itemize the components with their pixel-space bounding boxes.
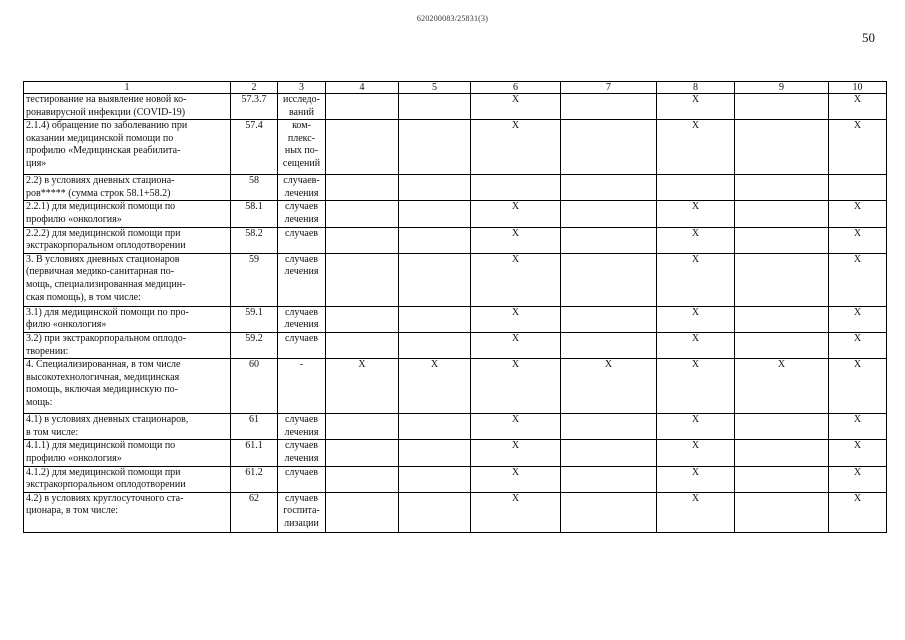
value-cell-col-5: X [399,359,471,414]
value-cell-col-5 [399,201,471,227]
value-cell-col-9 [735,440,829,466]
row-unit-cell: случаев лечения [278,414,326,440]
value-cell-col-5 [399,120,471,175]
column-header-1: 1 [24,82,231,94]
value-cell-col-10: X [829,414,887,440]
value-cell-col-6: X [471,414,561,440]
value-cell-col-5 [399,466,471,492]
value-cell-col-4 [326,492,399,532]
row-code-cell: 57.4 [231,120,278,175]
row-label-cell: 2.1.4) обращение по заболеванию при оказании медицинской помощи по профилю «Медицинская реабилита- ция» [24,120,231,175]
value-cell-col-6: X [471,120,561,175]
value-cell-col-8: X [657,201,735,227]
value-cell-col-9 [735,201,829,227]
value-cell-col-10: X [829,440,887,466]
value-cell-col-9 [735,492,829,532]
column-header-10: 10 [829,82,887,94]
value-cell-col-10: X [829,492,887,532]
value-cell-col-8: X [657,414,735,440]
row-label-cell: тестирование на выявление новой ко- ронавирусной инфекции (COVID-19) [24,94,231,120]
value-cell-col-6: X [471,306,561,332]
column-header-5: 5 [399,82,471,94]
value-cell-col-6: X [471,466,561,492]
row-code-cell: 61.2 [231,466,278,492]
value-cell-col-8: X [657,440,735,466]
row-label-cell: 2.2.1) для медицинской помощи по профилю «онкология» [24,201,231,227]
value-cell-col-10: X [829,306,887,332]
value-cell-col-8: X [657,466,735,492]
value-cell-col-8: X [657,306,735,332]
row-label-cell: 4.1.2) для медицинской помощи при экстракорпоральном оплодотворении [24,466,231,492]
row-code-cell: 57.3.7 [231,94,278,120]
row-label-cell: 4.1) в условиях дневных стационаров, в том числе: [24,414,231,440]
value-cell-col-7 [561,492,657,532]
report-table [23,81,887,533]
row-label-cell: 4. Специализированная, в том числе высокотехнологичная, медицинская помощь, включая медицинскую по- мощь: [24,359,231,414]
value-cell-col-8: X [657,94,735,120]
value-cell-col-9 [735,253,829,306]
value-cell-col-10: X [829,332,887,358]
row-unit-cell: случаев [278,466,326,492]
value-cell-col-5 [399,227,471,253]
value-cell-col-7 [561,466,657,492]
column-header-7: 7 [561,82,657,94]
table-row [24,253,887,306]
value-cell-col-8: X [657,253,735,306]
row-unit-cell: случаев- лечения [278,175,326,201]
value-cell-col-6: X [471,94,561,120]
value-cell-col-4 [326,227,399,253]
column-header-3: 3 [278,82,326,94]
value-cell-col-10: X [829,201,887,227]
row-label-cell: 3.1) для медицинской помощи по про- филю «онкология» [24,306,231,332]
value-cell-col-4 [326,466,399,492]
column-header-6: 6 [471,82,561,94]
value-cell-col-5 [399,440,471,466]
row-code-cell: 61.1 [231,440,278,466]
value-cell-col-5 [399,94,471,120]
table-row [24,227,887,253]
value-cell-col-9 [735,175,829,201]
value-cell-col-4 [326,332,399,358]
row-unit-cell: случаев лечения [278,306,326,332]
value-cell-col-7 [561,332,657,358]
value-cell-col-6: X [471,440,561,466]
value-cell-col-9 [735,227,829,253]
table-row [24,466,887,492]
value-cell-col-5 [399,332,471,358]
row-unit-cell: случаев госпита- лизации [278,492,326,532]
table-row [24,332,887,358]
value-cell-col-6 [471,175,561,201]
row-unit-cell: случаев [278,332,326,358]
value-cell-col-7 [561,94,657,120]
value-cell-col-5 [399,253,471,306]
table-row [24,306,887,332]
table-row [24,492,887,532]
value-cell-col-10: X [829,120,887,175]
row-code-cell: 59.1 [231,306,278,332]
value-cell-col-4 [326,414,399,440]
value-cell-col-4 [326,175,399,201]
value-cell-col-5 [399,414,471,440]
value-cell-col-4 [326,306,399,332]
table-header-row [24,82,887,94]
row-code-cell: 58.1 [231,201,278,227]
value-cell-col-5 [399,175,471,201]
value-cell-col-6: X [471,359,561,414]
table-row [24,94,887,120]
row-label-cell: 4.1.1) для медицинской помощи по профилю «онкология» [24,440,231,466]
value-cell-col-10: X [829,94,887,120]
table-row [24,201,887,227]
row-code-cell: 58.2 [231,227,278,253]
row-code-cell: 62 [231,492,278,532]
value-cell-col-10: X [829,227,887,253]
value-cell-col-9 [735,306,829,332]
row-label-cell: 2.2) в условиях дневных стациона- ров***** (сумма строк 58.1+58.2) [24,175,231,201]
row-label-cell: 3.2) при экстракорпоральном оплодо- творении: [24,332,231,358]
value-cell-col-7: X [561,359,657,414]
table-row [24,120,887,175]
value-cell-col-4 [326,94,399,120]
page-number: 50 [862,30,875,45]
row-unit-cell: случаев лечения [278,440,326,466]
value-cell-col-4: X [326,359,399,414]
row-label-cell: 4.2) в условиях круглосуточного ста- ционара, в том числе: [24,492,231,532]
row-label-cell: 3. В условиях дневных стационаров (первичная медико-санитарная по- мощь, специализированная медицин- ская помощь), в том числе: [24,253,231,306]
value-cell-col-8 [657,175,735,201]
value-cell-col-7 [561,306,657,332]
row-unit-cell: - [278,359,326,414]
row-label-cell: 2.2.2) для медицинской помощи при экстракорпоральном оплодотворении [24,227,231,253]
value-cell-col-6: X [471,227,561,253]
value-cell-col-4 [326,253,399,306]
value-cell-col-6: X [471,253,561,306]
column-header-2: 2 [231,82,278,94]
value-cell-col-7 [561,175,657,201]
value-cell-col-6: X [471,332,561,358]
row-unit-cell: случаев лечения [278,253,326,306]
value-cell-col-4 [326,201,399,227]
value-cell-col-4 [326,440,399,466]
value-cell-col-7 [561,120,657,175]
row-unit-cell: случаев [278,227,326,253]
value-cell-col-8: X [657,332,735,358]
row-code-cell: 58 [231,175,278,201]
value-cell-col-7 [561,227,657,253]
value-cell-col-5 [399,306,471,332]
row-unit-cell: ком- плекс- ных по- сещений [278,120,326,175]
value-cell-col-7 [561,201,657,227]
value-cell-col-8: X [657,227,735,253]
value-cell-col-9 [735,94,829,120]
row-code-cell: 61 [231,414,278,440]
row-code-cell: 59 [231,253,278,306]
table-row [24,414,887,440]
value-cell-col-8: X [657,120,735,175]
value-cell-col-9 [735,466,829,492]
table-row [24,175,887,201]
value-cell-col-10 [829,175,887,201]
value-cell-col-10: X [829,466,887,492]
row-code-cell: 60 [231,359,278,414]
value-cell-col-6: X [471,201,561,227]
value-cell-col-7 [561,253,657,306]
value-cell-col-7 [561,414,657,440]
value-cell-col-9 [735,332,829,358]
value-cell-col-6: X [471,492,561,532]
column-header-4: 4 [326,82,399,94]
row-unit-cell: случаев лечения [278,201,326,227]
column-header-8: 8 [657,82,735,94]
value-cell-col-9: X [735,359,829,414]
value-cell-col-9 [735,414,829,440]
value-cell-col-9 [735,120,829,175]
value-cell-col-10: X [829,359,887,414]
column-header-9: 9 [735,82,829,94]
value-cell-col-5 [399,492,471,532]
row-unit-cell: исследо- ваний [278,94,326,120]
document-id: 620200083/25831(3) [416,14,489,23]
row-code-cell: 59.2 [231,332,278,358]
table-row [24,440,887,466]
value-cell-col-4 [326,120,399,175]
table-row [24,359,887,414]
value-cell-col-8: X [657,492,735,532]
value-cell-col-10: X [829,253,887,306]
value-cell-col-7 [561,440,657,466]
value-cell-col-8: X [657,359,735,414]
